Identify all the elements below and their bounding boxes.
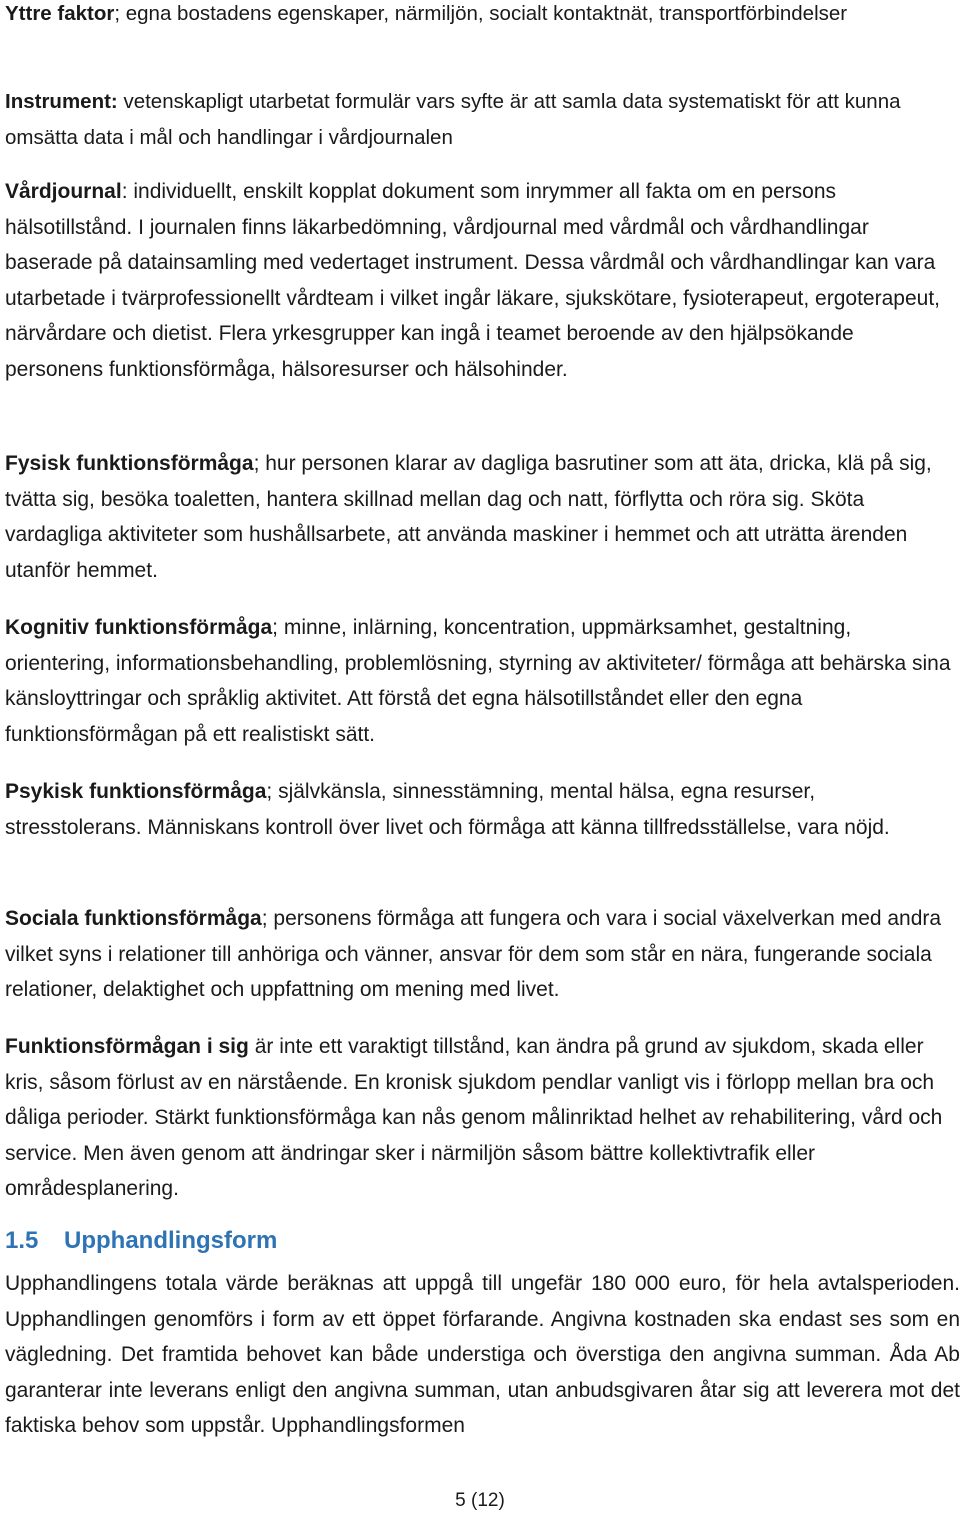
term-instrument: Instrument: xyxy=(5,90,118,113)
definition-vardjournal-continued: I journalen finns läkarbedömning, vårdjournal med vårdmål och vårdhandlingar baserade på datainsamling med vedertaget instrument. Dessa vårdmål och vårdhandlingar kan vara utarbetade i tvärprofessionellt vårdteam i vilket ingår läkare, sjukskötare, fysioterapeut, ergoterapeut, närvårdare och dietist. Flera yrkesgrupper kan ingå i teamet beroende av den hjälpsökande personens funktionsförmåga, hälsoresurser och hälsohinder. xyxy=(5,215,940,381)
paragraph-kognitiv-funktionsformaga xyxy=(5,610,955,752)
definition-kognitiv-funktionsformaga: ; minne, inlärning, koncentration, uppmärksamhet, gestaltning, orientering, informationsbehandling, problemlösning, styrning av aktiviteter/ förmåga att behärska sina känsloyttringar och språklig aktivitet. Att förstå det egna hälsotillståndet eller den egna funktionsförmågan på ett realistiskt sätt. xyxy=(5,616,951,746)
definition-funktionsformagan-i-sig: är inte ett varaktigt tillstånd, kan ändra på grund av sjukdom, skada eller kris, såsom förlust av en närstående. En kronisk sjukdom pendlar vanligt vis i förlopp mellan bra och dåliga perioder. Stärkt funktionsförmåga kan nås genom målinriktad helhet av rehabilitering, vård och service. Men även genom att ändringar sker i närmiljön såsom bättre kollektivtrafik eller områdesplanering. xyxy=(5,1035,943,1200)
term-funktionsformagan-i-sig: Funktionsförmågan i sig xyxy=(5,1035,249,1058)
term-yttre-faktor: Yttre faktor xyxy=(5,2,115,25)
term-kognitiv-funktionsformaga: Kognitiv funktionsförmåga xyxy=(5,616,273,639)
paragraph-sociala-funktionsformaga xyxy=(5,901,955,1008)
section-heading xyxy=(5,1227,277,1255)
paragraph-vardjournal xyxy=(5,174,955,387)
term-sociala-funktionsformaga: Sociala funktionsförmåga xyxy=(5,907,262,930)
definition-instrument: vetenskapligt utarbetat formulär vars syfte är att samla data systematiskt för att kunna omsätta data i mål och handlingar i vårdjournalen xyxy=(5,90,901,149)
page-number: 5 (12) xyxy=(455,1490,505,1511)
paragraph-funktionsformagan-i-sig xyxy=(5,1029,955,1207)
definition-psykisk-funktionsformaga: ; självkänsla, sinnesstämning, mental hälsa, egna resurser, stresstolerans. Människans kontroll över livet och förmåga att känna tillfredsställelse, vara nöjd. xyxy=(5,780,890,839)
section-number: 1.5 xyxy=(5,1227,39,1254)
section-title: Upphandlingsform xyxy=(64,1227,278,1254)
definition-vardjournal: : individuellt, enskilt kopplat dokument som inrymmer all fakta om en persons hälsotillstånd. xyxy=(5,180,837,239)
paragraph-instrument xyxy=(5,84,955,155)
definition-sociala-funktionsformaga: ; personens förmåga att fungera och vara i social växelverkan med andra vilket syns i relationer till anhöriga och vänner, ansvar för dem som står en nära, fungerande sociala relationer, delaktighet och uppfattning om mening med livet. xyxy=(5,907,942,1001)
term-psykisk-funktionsformaga: Psykisk funktionsförmåga xyxy=(5,780,267,803)
term-vardjournal: Vårdjournal xyxy=(5,180,122,203)
term-fysisk-funktionsformaga: Fysisk funktionsförmåga xyxy=(5,452,254,475)
section-body: Upphandlingens totala värde beräknas att uppgå till ungefär 180 000 euro, för hela avtalsperioden. Upphandlingen genomförs i form av ett öppet förfarande. Angivna kostnaden ska endast ses som en vägledning. Det framtida behovet kan både understiga och överstiga den angivna summan. Åda Ab garanterar inte leverans enligt den angivna summan, utan anbudsgivaren åtar sig att leverera mot det faktiska behov som uppstår. Upphandlingsformen xyxy=(5,1272,960,1437)
paragraph-psykisk-funktionsformaga xyxy=(5,774,955,845)
paragraph-fysisk-funktionsformaga xyxy=(5,446,955,588)
definition-yttre-faktor: ; egna bostadens egenskaper, närmiljön, socialt kontaktnät, transportförbindelser xyxy=(114,2,848,25)
paragraph-yttre-faktor xyxy=(5,0,955,32)
definition-fysisk-funktionsformaga: ; hur personen klarar av dagliga basrutiner som att äta, dricka, klä på sig, tvätta sig, besöka toaletten, hantera skillnad mellan dag och natt, förflytta och röra sig. Sköta vardagliga aktiviteter som hushållsarbete, att använda maskiner i hemmet och att uträtta ärenden utanför hemmet. xyxy=(5,452,932,582)
